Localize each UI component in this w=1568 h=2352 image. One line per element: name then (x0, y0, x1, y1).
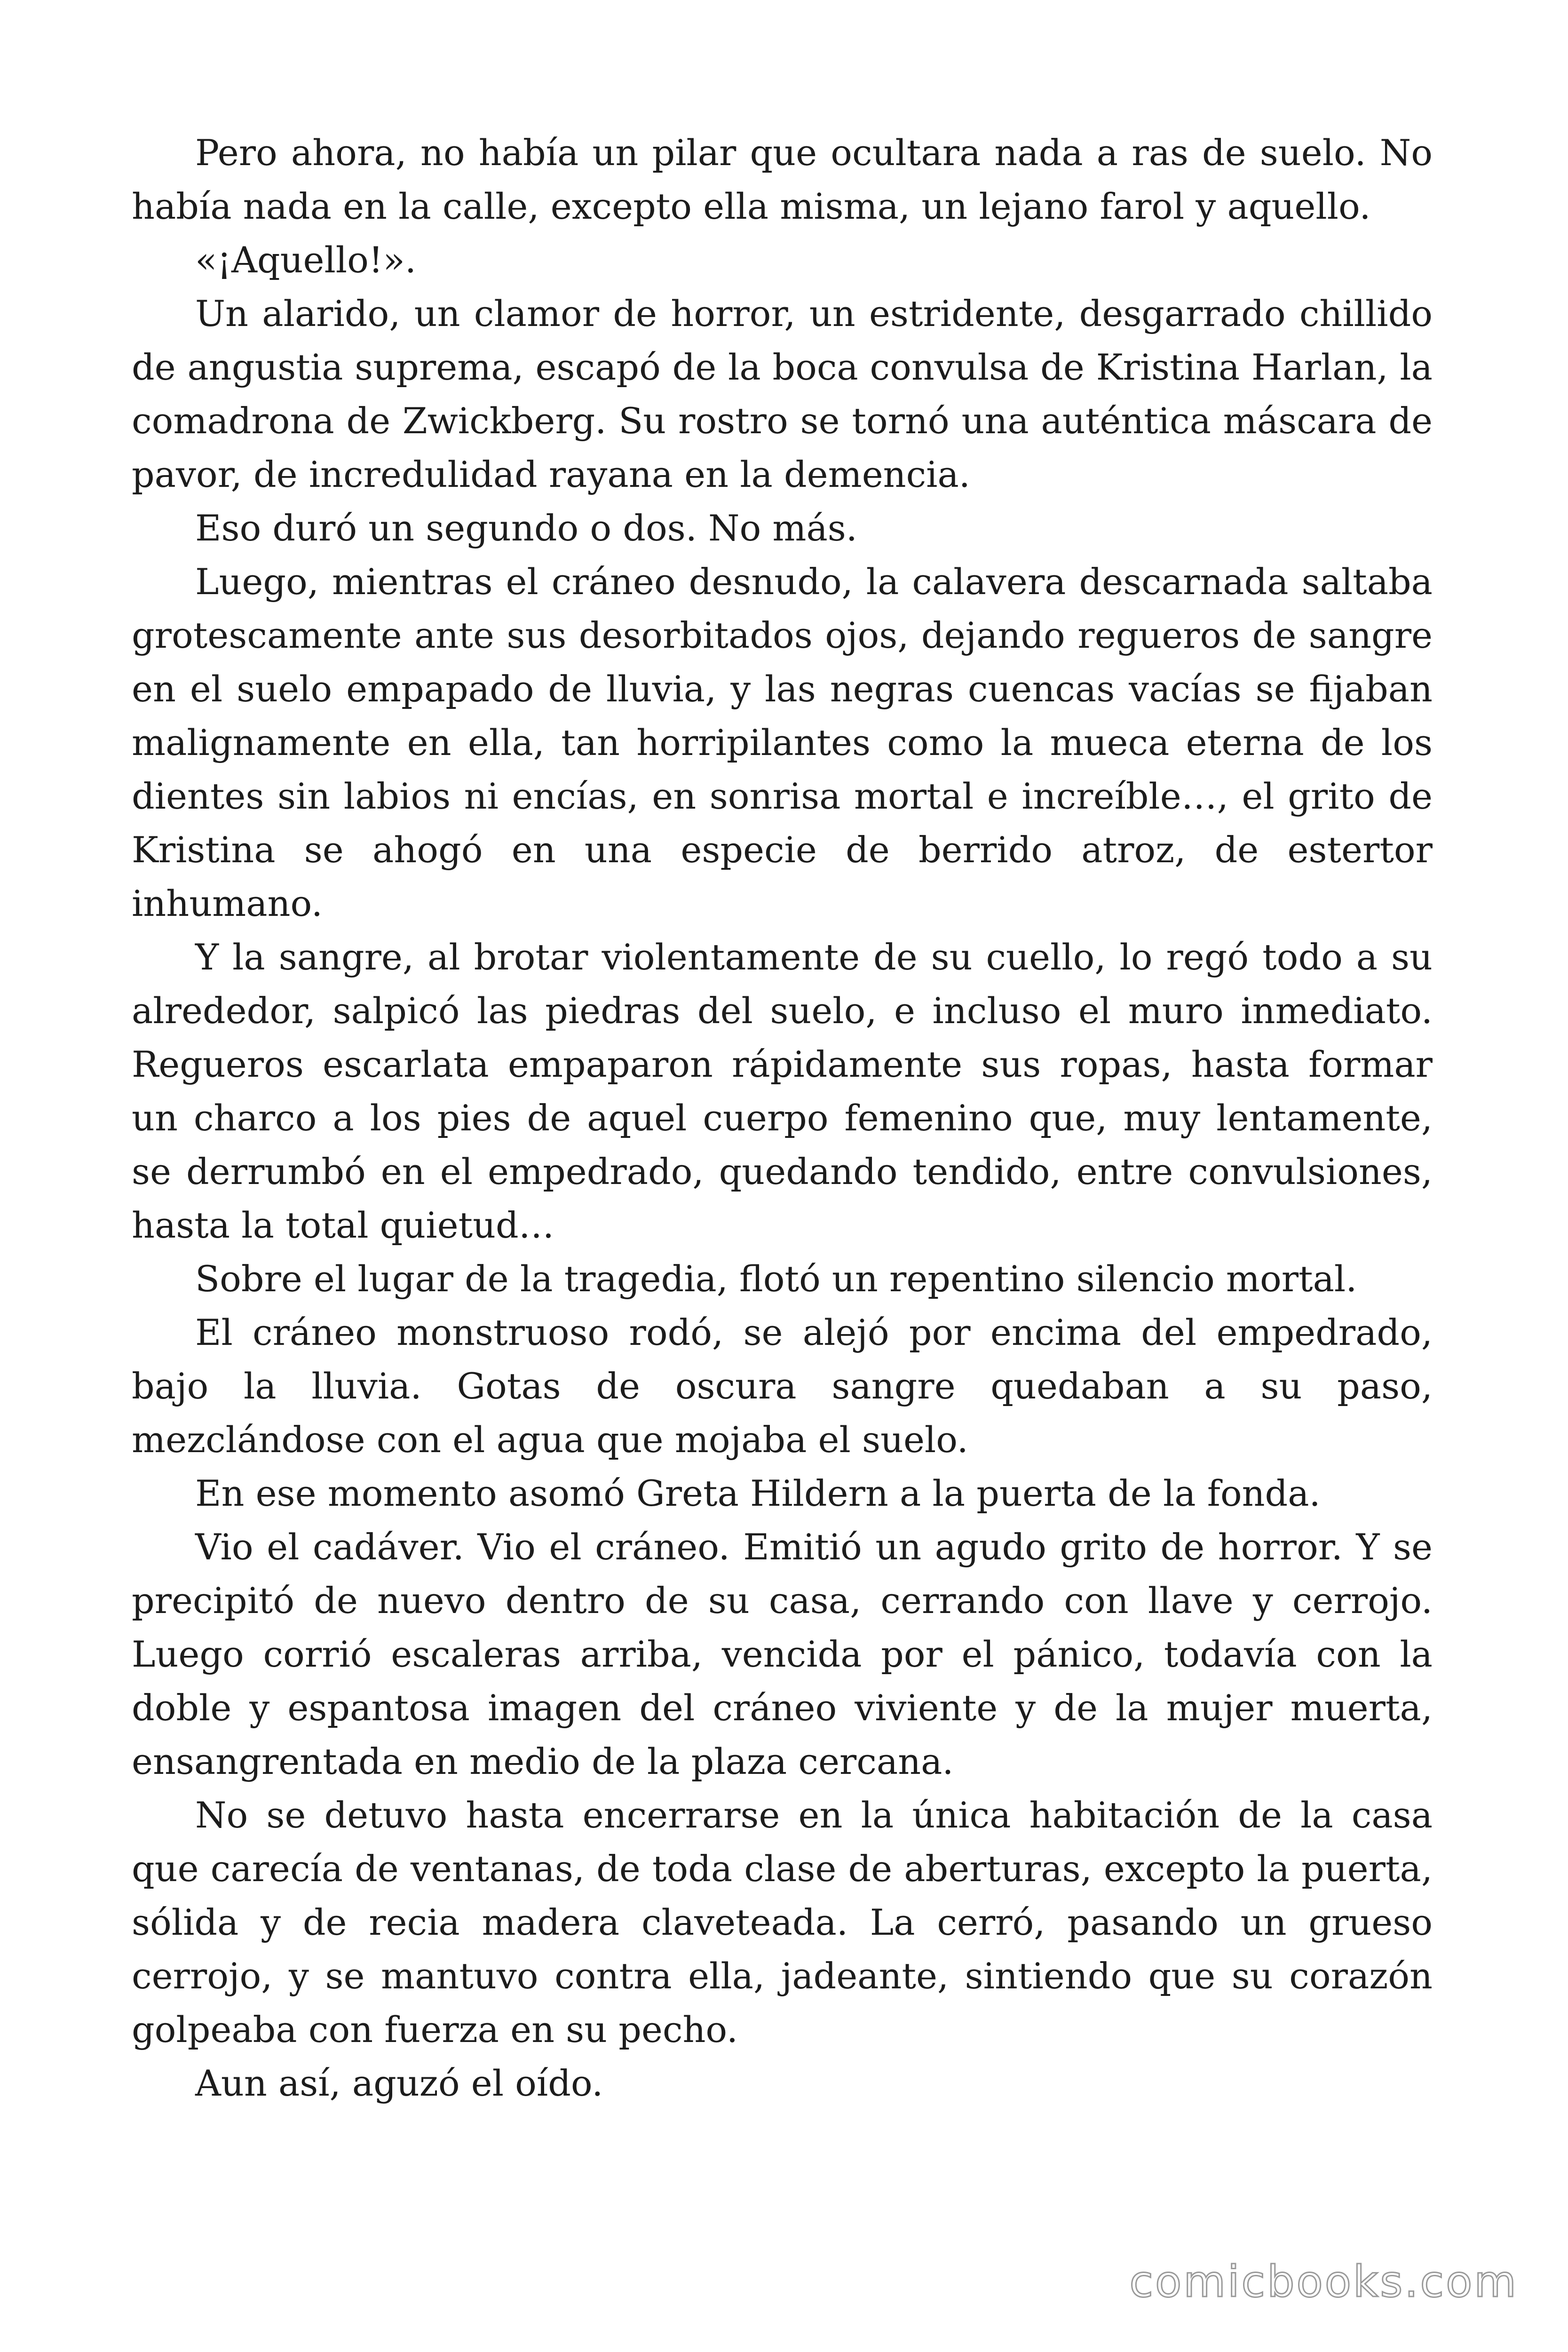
watermark-text: comicbooks.com (1129, 2257, 1518, 2307)
paragraph-11: No se detuvo hasta encerrarse en la única habitación de la casa que carecía de ventanas, de toda clase de aberturas, excepto la puerta, sólida y de recia madera claveteada. La cerró, pasando un grueso cerrojo, y se mantuvo contra ella, jadeante, sintiendo que su corazón golpeaba con fuerza en su pecho. (132, 1794, 1433, 2050)
paragraph-2: «¡Aquello!». (195, 239, 417, 281)
paragraph-3: Un alarido, un clamor de horror, un estridente, desgarrado chillido de angustia suprema, escapó de la boca convulsa de Kristina Harlan, la comadrona de Zwickberg. Su rostro se tornó una auténtica máscara de pavor, de incredulidad rayana en la demencia. (132, 293, 1433, 495)
paragraph-1: Pero ahora, no había un pilar que ocultara nada a ras de suelo. No había nada en la calle, excepto ella misma, un lejano farol y aquello. (132, 132, 1433, 227)
paragraph-7: Sobre el lugar de la tragedia, flotó un repentino silencio mortal. (195, 1258, 1357, 1300)
paragraph-4: Eso duró un segundo o dos. No más. (195, 507, 857, 549)
paragraph-12: Aun así, aguzó el oído. (195, 2062, 603, 2104)
paragraph-5: Luego, mientras el cráneo desnudo, la calavera descarnada saltaba grotescamente ante sus desorbitados ojos, dejando regueros de sangre en el suelo empapado de lluvia, y las negras cuencas vacías se fijaban malignamente en ella, tan horripilantes como la mueca eterna de los dientes sin labios ni encías, en sonrisa mortal e increíble…, el grito de Kristina se ahogó en una especie de berrido atroz, de estertor inhumano. (132, 561, 1433, 924)
paragraph-6: Y la sangre, al brotar violentamente de su cuello, lo regó todo a su alrededor, salpicó las piedras del suelo, e incluso el muro inmediato. Regueros escarlata empaparon rápidamente sus ropas, hasta formar un charco a los pies de aquel cuerpo femenino que, muy lentamente, se derrumbó en el empedrado, quedando tendido, entre convulsiones, hasta la total quietud… (132, 936, 1433, 1246)
paragraph-10: Vio el cadáver. Vio el cráneo. Emitió un agudo grito de horror. Y se precipitó de nuevo dentro de su casa, cerrando con llave y cerrojo. Luego corrió escaleras arriba, vencida por el pánico, todavía con la doble y espantosa imagen del cráneo viviente y de la mujer muerta, ensangrentada en medio de la plaza cercana. (132, 1526, 1433, 1782)
paragraph-8: El cráneo monstruoso rodó, se alejó por encima del empedrado, bajo la lluvia. Gotas de oscura sangre quedaban a su paso, mezclándose con el agua que mojaba el suelo. (132, 1311, 1433, 1461)
paragraph-9: En ese momento asomó Greta Hildern a la puerta de la fonda. (195, 1472, 1321, 1514)
book-page-text (132, 126, 1433, 2110)
